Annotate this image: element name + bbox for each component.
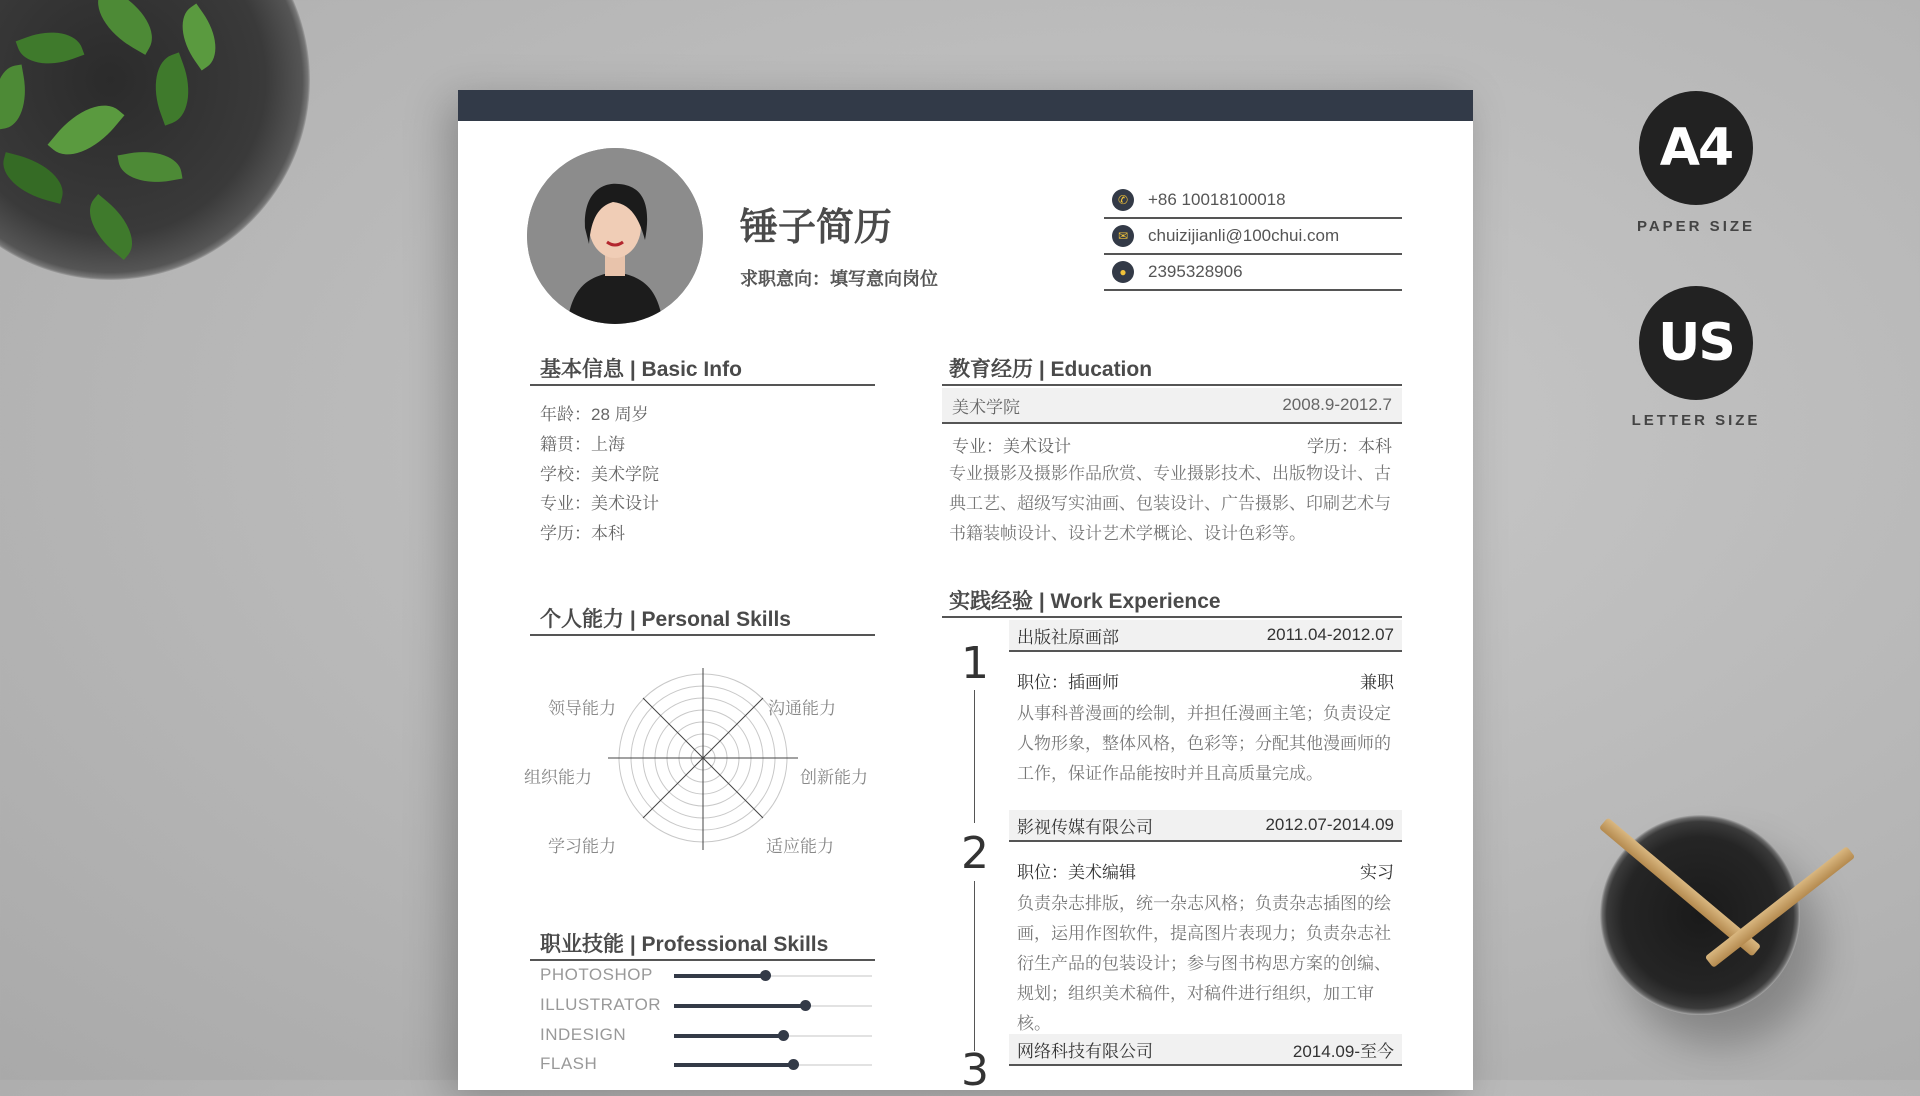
email-icon: ✉ [1112,225,1134,247]
radar-label-leadership: 领导能力 [548,699,616,718]
job-role: 职位：插画师 [1017,673,1119,692]
radar-label-adaptability: 适应能力 [766,837,834,856]
skill-track [674,975,872,977]
resume-page [458,90,1473,1096]
education-header [942,388,1402,424]
section-divider [942,384,1402,386]
job-number: 3 [961,1045,989,1096]
job-company: 网络科技有限公司 [1017,1041,1153,1061]
skill-fill [674,974,765,978]
section-divider [530,634,875,636]
edu-major: 专业：美术设计 [952,437,1071,456]
job-number: 1 [961,638,989,689]
education-meta [942,432,1402,457]
section-divider [942,616,1402,618]
skill-name: INDESIGN [540,1025,627,1044]
skill-track [674,1064,872,1066]
paper-size-caption: PAPER SIZE [1636,218,1756,235]
skill-track [674,1035,872,1037]
header-bar [458,90,1473,121]
phone-text[interactable]: +86 10018100018 [1148,190,1286,209]
contact-phone [1104,183,1402,219]
professional-skills-title: 职业技能 | Professional Skills [540,933,829,956]
job-meta [1009,668,1402,693]
job-type: 兼职 [1360,673,1394,692]
job-number: 2 [961,828,989,879]
phone-icon: ✆ [1112,189,1134,211]
skill-fill [674,1004,805,1008]
contact-email [1104,219,1402,255]
contact-qq [1104,255,1402,291]
job-period: 2011.04-2012.07 [1266,625,1394,644]
radar-label-communication: 沟通能力 [768,699,836,718]
skill-track [674,1005,872,1007]
email-text[interactable]: chuizijianli@100chui.com [1148,226,1340,245]
work-title: 实践经验 | Work Experience [949,590,1221,613]
a4-badge[interactable]: A4 [1639,91,1753,205]
basic-info-title: 基本信息 | Basic Info [540,358,742,381]
job-header [1009,810,1402,842]
job-company: 影视传媒有限公司 [1017,817,1153,837]
resume-name: 锤子简历 [740,207,893,249]
job-header [1009,1034,1402,1066]
letter-size-caption: LETTER SIZE [1631,412,1761,429]
job-company: 出版社原画部 [1017,627,1119,647]
job-period: 2012.07-2014.09 [1265,815,1394,834]
job-header [1009,620,1402,652]
job-description: 负责杂志排版，统一杂志风格；负责杂志插图的绘 画，运用作图软件，提高图片表现力；负责杂志社 衍生产品的包装设计；参与图书构思方案的创编、 规划；组织美术稿件，对稿件进行组织，加工审核。 [1017,894,1391,1033]
edu-degree: 学历：本科 [1307,437,1392,456]
us-badge[interactable]: US [1639,286,1753,400]
job-type: 实习 [1360,863,1394,882]
job-meta [1009,858,1402,883]
qq-icon: ● [1112,261,1134,283]
job-intent: 求职意向：填写意向岗位 [740,269,938,289]
avatar [527,148,703,324]
info-age: 年龄：28 周岁 [540,405,649,424]
skill-name: FLASH [540,1054,598,1073]
skill-fill [674,1034,783,1038]
job-role: 职位：美术编辑 [1017,863,1136,882]
education-title: 教育经历 | Education [949,358,1153,381]
info-major: 专业：美术设计 [540,494,659,513]
job-description: 从事科普漫画的绘制，并担任漫画主笔；负责设定 人物形象，整体风格，色彩等；分配其他漫画师的 工作，保证作品能按时并且高质量完成。 [1017,704,1391,783]
timeline-line [974,690,975,823]
radar-label-learning: 学习能力 [548,837,616,856]
job-period: 2014.09-至今 [1292,1041,1394,1061]
plant-decoration [0,0,300,280]
section-divider [530,384,875,386]
qq-text[interactable]: 2395328906 [1148,262,1243,281]
edu-courses: 专业摄影及摄影作品欣赏、专业摄影技术、出版物设计、古 典工艺、超级写实油画、包装设计、广告摄影、印刷艺术与 书籍装帧设计、设计艺术学概论、设计色彩等。 [949,464,1391,543]
info-hometown: 籍贯：上海 [540,435,625,454]
school-period: 2008.9-2012.7 [1282,395,1392,414]
school-name: 美术学院 [952,397,1020,417]
section-divider [530,959,875,961]
skill-name: PHOTOSHOP [540,965,653,984]
info-school: 学校：美术学院 [540,465,659,484]
info-degree: 学历：本科 [540,524,625,543]
skill-level-handle[interactable] [800,1000,811,1011]
skill-level-handle[interactable] [760,970,771,981]
skill-level-handle[interactable] [778,1030,789,1041]
radar-label-innovation: 创新能力 [800,768,868,787]
skill-name: ILLUSTRATOR [540,995,662,1014]
skill-level-handle[interactable] [788,1059,799,1070]
personal-skills-title: 个人能力 | Personal Skills [540,608,791,631]
radar-label-organization: 组织能力 [524,768,592,787]
skill-fill [674,1063,793,1067]
timeline-line [974,881,975,1051]
